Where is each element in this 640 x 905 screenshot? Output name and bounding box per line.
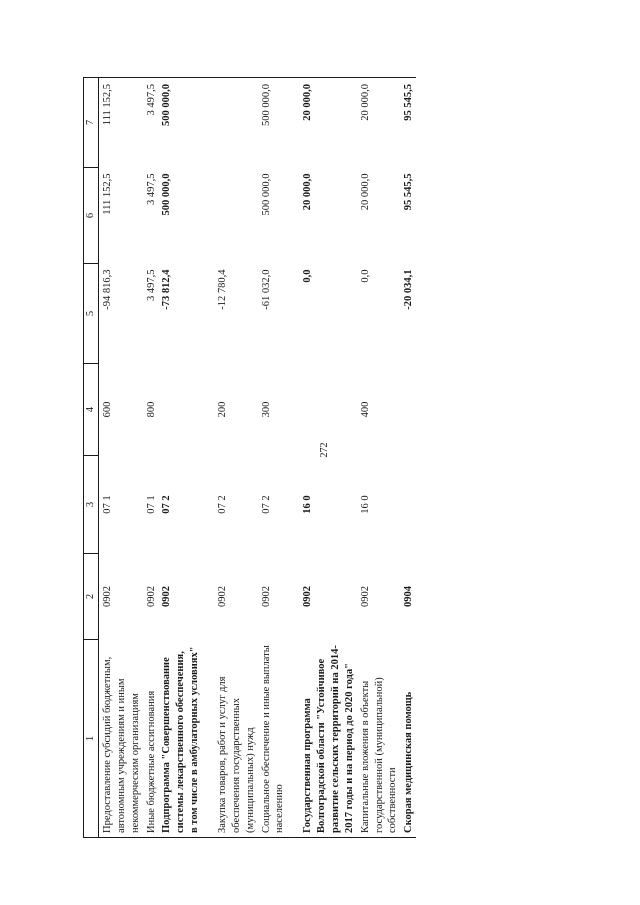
- header-cell: 2: [84, 554, 99, 640]
- amount-2017-cell: 3 497,5: [143, 78, 159, 168]
- section-code-cell: 0902: [302, 586, 314, 607]
- header-cell: 7: [84, 78, 99, 168]
- header-row: [84, 78, 99, 838]
- amount-2017-cell: 500 000,0: [258, 78, 288, 168]
- spacer-cell: [202, 456, 214, 554]
- row-spacer: [202, 78, 214, 838]
- name-cell: Закупка товаров, работ и услуг для обеспечения государственных (муниципальных) нужд: [214, 640, 258, 838]
- table-row: [158, 78, 202, 838]
- change-amount-cell: -73 812,4: [161, 269, 173, 310]
- name-cell: Скорая медицинская помощь: [400, 640, 416, 838]
- amount-2016-cell: 500 000,0: [260, 173, 272, 216]
- table-row: [214, 78, 258, 838]
- header-cell: 1: [84, 640, 99, 838]
- amount-2017-cell: 20 000,0: [357, 78, 401, 168]
- budget-table-rotated: [83, 78, 548, 838]
- article-code-cell: 07 2: [260, 495, 272, 514]
- expense-type-cell: [299, 364, 356, 456]
- name-cell: Подпрограмма "Совершенствование системы лекарственного обеспечения, в том числе в амбулаторных условиях": [158, 640, 202, 838]
- amount-2016-cell: 111 152,5: [102, 173, 113, 215]
- expense-type-cell: [158, 364, 202, 456]
- expense-type-cell: 400: [359, 401, 371, 418]
- change-amount-cell: -94 816,3: [102, 269, 113, 310]
- spacer-cell: [287, 364, 299, 456]
- spacer-cell: [202, 640, 214, 838]
- expense-type-cell: [400, 364, 416, 456]
- amount-2017-cell: 500 000,0: [158, 78, 202, 168]
- amount-2016-cell: 95 545,5: [403, 173, 415, 211]
- name-cell: Иные бюджетные ассигнования: [143, 640, 159, 838]
- section-code-cell: 0902: [145, 586, 157, 607]
- article-code-cell: 16 0: [359, 495, 371, 514]
- section-code-cell: 0902: [217, 586, 229, 607]
- spacer-cell: [287, 78, 299, 168]
- name-cell: Капитальные вложения в объекты государственной (муниципальной) собственности: [357, 640, 401, 838]
- article-code-cell: 07 1: [145, 495, 157, 514]
- name-cell: Государственная программа Волгоградской области "Устойчивое развитие сельских территорий на 2014-2017 годы и на период до 2020 года": [299, 640, 356, 838]
- amount-2016-cell: [214, 168, 258, 264]
- amount-2017-cell: 20 000,0: [299, 78, 356, 168]
- article-code-cell: 16 0: [302, 495, 314, 514]
- amount-2016-cell: 20 000,0: [302, 173, 314, 211]
- spacer-cell: [202, 364, 214, 456]
- header-cell: 3: [84, 456, 99, 554]
- spacer-cell: [202, 78, 214, 168]
- article-code-cell: 07 2: [217, 495, 229, 514]
- budget-table: [83, 77, 416, 838]
- amount-2017-cell: 95 545,5: [400, 78, 416, 168]
- table-row: [400, 78, 416, 838]
- amount-2016-cell: 3 497,5: [145, 173, 157, 205]
- change-amount-cell: 0,0: [302, 269, 314, 283]
- table-row: [99, 78, 143, 838]
- page-number: 272: [319, 442, 330, 458]
- section-code-cell: 0902: [359, 586, 371, 607]
- section-code-cell: 0902: [161, 586, 173, 607]
- header-cell: 5: [84, 264, 99, 364]
- section-code-cell: 0904: [403, 586, 415, 607]
- spacer-cell: [202, 168, 214, 264]
- expense-type-cell: 200: [217, 401, 229, 418]
- header-cell: 6: [84, 168, 99, 264]
- amount-2016-cell: 500 000,0: [161, 173, 173, 216]
- amount-2017-cell: [214, 78, 258, 168]
- header-cell: 4: [84, 364, 99, 456]
- expense-type-cell: 300: [260, 401, 272, 418]
- expense-type-cell: 800: [145, 401, 157, 418]
- table-row: [357, 78, 401, 838]
- section-code-cell: 0902: [102, 586, 113, 607]
- table-row: [143, 78, 159, 838]
- change-amount-cell: -12 780,4: [217, 269, 229, 310]
- spacer-cell: [202, 264, 214, 364]
- spacer-cell: [287, 554, 299, 640]
- spacer-cell: [287, 640, 299, 838]
- section-code-cell: 0902: [260, 586, 272, 607]
- spacer-cell: [287, 456, 299, 554]
- amount-2016-cell: 20 000,0: [359, 173, 371, 211]
- article-code-cell: 07 1: [102, 495, 113, 514]
- row-spacer: [287, 78, 299, 838]
- name-cell: Предоставление субсидий бюджетным, автономным учреждениям и иным некоммерческим организациям: [99, 640, 143, 838]
- spacer-cell: [202, 554, 214, 640]
- spacer-cell: [287, 168, 299, 264]
- spacer-cell: [287, 264, 299, 364]
- table-row: [299, 78, 356, 838]
- table-row: [258, 78, 288, 838]
- article-code-cell: 07 2: [161, 495, 173, 514]
- change-amount-cell: -61 032,0: [260, 269, 272, 310]
- name-cell: Социальное обеспечение и иные выплаты населению: [258, 640, 288, 838]
- expense-type-cell: 600: [102, 401, 113, 418]
- article-code-cell: [400, 456, 416, 554]
- amount-2017-cell: 111 152,5: [99, 78, 143, 168]
- change-amount-cell: -20 034,1: [403, 269, 415, 310]
- change-amount-cell: 0,0: [359, 269, 371, 283]
- change-amount-cell: 3 497,5: [145, 269, 157, 301]
